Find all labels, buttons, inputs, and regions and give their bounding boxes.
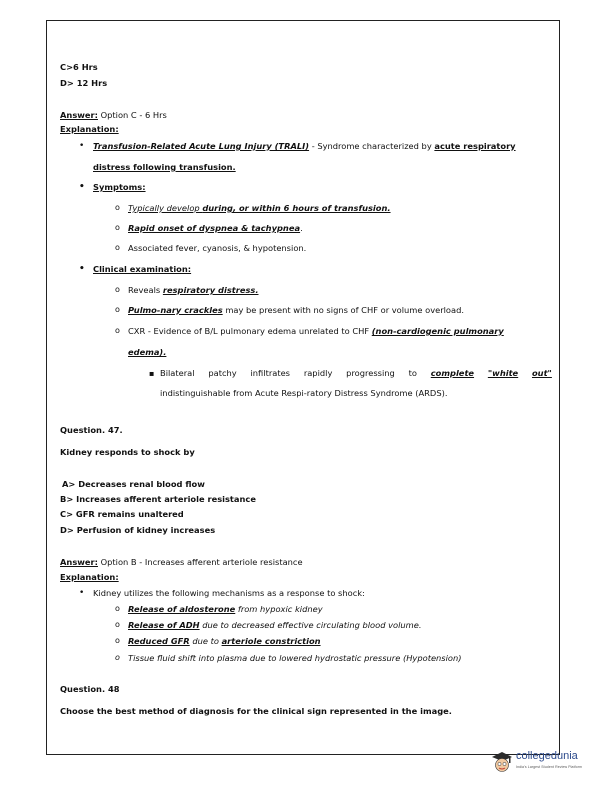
q47-intro: • Kidney utilizes the following mechanisms as a response to shock: bbox=[93, 588, 365, 599]
clinical-exam-label: • Clinical examination: bbox=[93, 264, 191, 275]
clinical-2-emph: Pulmo-nary crackles bbox=[128, 305, 223, 315]
trali-emph2: distress following transfusion. bbox=[93, 162, 236, 172]
q46-answer bbox=[60, 110, 167, 121]
trali-emph1: acute respiratory bbox=[434, 141, 516, 151]
mechanism-1: o Release of aldosterone from hypoxic kidney bbox=[128, 604, 323, 615]
q47-stem: Kidney responds to shock by bbox=[60, 447, 195, 457]
q47-option-b: B> Increases afferent arteriole resistance bbox=[60, 494, 256, 504]
mechanism-2: o Release of ADH due to decreased effective circulating blood volume. bbox=[128, 620, 422, 631]
q48-heading: Question. 48 bbox=[60, 684, 120, 694]
mechanism-4: o Tissue fluid shift into plasma due to lowered hydrostatic pressure (Hypotension) bbox=[128, 653, 462, 664]
q46-trali-line bbox=[93, 141, 516, 152]
q47-option-a: A> Decreases renal blood flow bbox=[62, 479, 205, 489]
symptom-1 bbox=[128, 203, 391, 214]
symptom-1-a: Typically develop bbox=[128, 203, 203, 213]
symptom-2-text: Rapid onset of dyspnea & tachypnea bbox=[128, 223, 301, 233]
clinical-3-emph: (non-cardiogenic pulmonary bbox=[371, 326, 504, 336]
logo-tagline: India's Largest Student Review Platform bbox=[516, 765, 583, 769]
clinical-2: o Pulmo-nary crackles may be present with no signs of CHF or volume overload. bbox=[128, 305, 464, 316]
graduate-mascot-icon bbox=[490, 750, 514, 776]
q46-option-d: D> 12 Hrs bbox=[60, 78, 108, 88]
clinical-3: o CXR - Evidence of B/L pulmonary edema unrelated to CHF (non-cardiogenic pulmonary bbox=[128, 326, 504, 337]
q48-stem: Choose the best method of diagnosis for the clinical sign represented in the image. bbox=[60, 706, 452, 716]
q47-explanation-label: Explanation: bbox=[60, 572, 119, 582]
cxr-subpoint-line2: indistinguishable from Acute Respi-ratory Distress Syndrome (ARDS). bbox=[160, 388, 448, 398]
q46-explanation-label: Explanation: bbox=[60, 124, 119, 134]
clinical-1: o Reveals respiratory distress. bbox=[128, 285, 259, 296]
symptom-2: o Rapid onset of dyspnea & tachypnea. bbox=[128, 223, 303, 234]
symptoms-label: • Symptoms: bbox=[93, 182, 146, 193]
answer-text: Option C - 6 Hrs bbox=[97, 110, 167, 120]
trali-term: Transfusion-Related Acute Lung Injury (TRALI) bbox=[93, 141, 310, 151]
symptom-3: o Associated fever, cyanosis, & hypotension. bbox=[128, 243, 306, 254]
q47-answer: Answer: Option B - Increases afferent arteriole resistance bbox=[60, 557, 303, 567]
trali-rest: - Syndrome characterized by bbox=[309, 141, 435, 151]
q47-option-c: C> GFR remains unaltered bbox=[60, 509, 184, 519]
q47-option-d: D> Perfusion of kidney increases bbox=[60, 525, 216, 535]
answer-label: Answer: bbox=[60, 110, 98, 120]
q46-option-c: C>6 Hrs bbox=[60, 62, 98, 72]
clinical-1-emph: respiratory distress. bbox=[162, 285, 259, 295]
cxr-subpoint-line1: ▪ Bilateral patchy infiltrates rapidly progressing to complete "white out" bbox=[160, 368, 552, 379]
symptom-1-b: during, or within 6 hours of transfusion. bbox=[202, 203, 391, 213]
mechanism-3: o Reduced GFR due to arteriole constriction bbox=[128, 636, 321, 647]
logo-wordmark: collegedunia bbox=[516, 750, 578, 762]
clinical-3-emph-cont: edema). bbox=[128, 347, 167, 357]
collegedunia-logo bbox=[490, 748, 588, 778]
q47-heading: Question. 47. bbox=[60, 425, 123, 435]
